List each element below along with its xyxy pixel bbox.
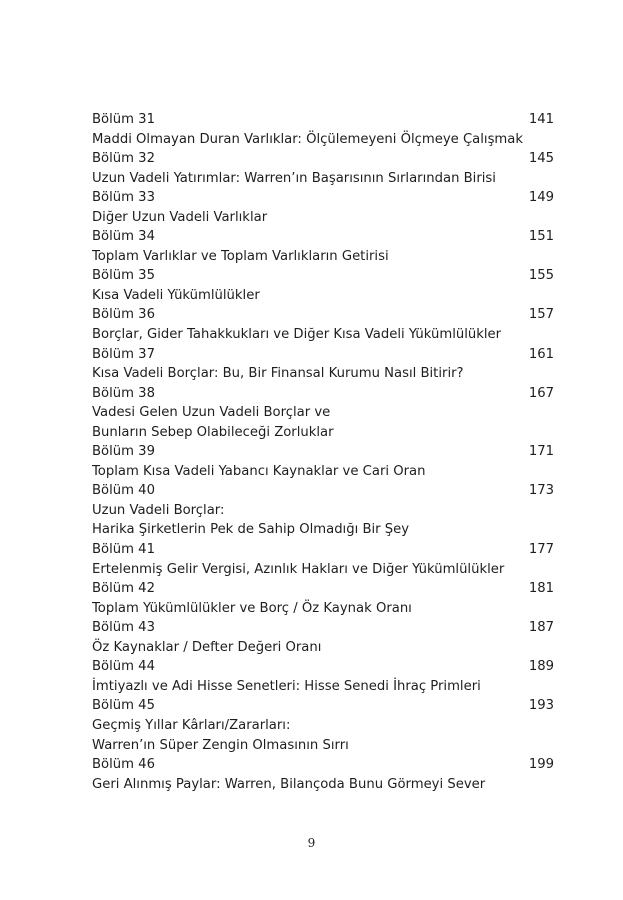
chapter-label: Bölüm 36	[92, 307, 155, 323]
chapter-page-number: 161	[528, 346, 554, 362]
toc-chapter-line	[92, 755, 554, 775]
chapter-label: Bölüm 33	[92, 190, 155, 206]
chapter-page-number: 171	[528, 444, 554, 460]
chapter-title-line: Uzun Vadeli Borçlar:	[92, 502, 225, 518]
chapter-title-line: Toplam Kısa Vadeli Yabancı Kaynaklar ve Cari Oran	[92, 463, 426, 479]
chapter-page-number: 155	[528, 268, 554, 284]
chapter-page-number: 145	[528, 151, 554, 167]
chapter-page-number: 141	[528, 112, 554, 127]
chapter-title-line: Warren’ın Süper Zengin Olmasının Sırrı	[92, 737, 349, 753]
chapter-label: Bölüm 38	[92, 385, 155, 401]
toc-chapter-line	[92, 657, 554, 677]
chapter-page-number: 151	[528, 229, 554, 245]
toc-chapter-line	[92, 618, 554, 638]
page-number: 9	[307, 836, 316, 850]
chapter-label: Bölüm 44	[92, 659, 155, 675]
toc-chapter-line	[92, 384, 554, 404]
chapter-title-line: Harika Şirketlerin Pek de Sahip Olmadığı Bir Şey	[92, 522, 410, 538]
chapter-page-number: 187	[528, 620, 554, 636]
toc-chapter-line	[92, 110, 554, 130]
chapter-label: Bölüm 35	[92, 268, 155, 284]
toc-chapter-line	[92, 345, 554, 365]
chapter-label: Bölüm 37	[92, 346, 155, 362]
toc-chapter-line	[92, 540, 554, 560]
chapter-title-line: Vadesi Gelen Uzun Vadeli Borçlar ve	[92, 405, 331, 421]
chapter-label: Bölüm 39	[92, 444, 155, 460]
toc-chapter-line	[92, 442, 554, 462]
toc-chapter-line	[92, 696, 554, 716]
chapter-label: Bölüm 45	[92, 698, 155, 714]
chapter-label: Bölüm 32	[92, 151, 155, 167]
toc-chapter-line	[92, 149, 554, 169]
chapter-page-number: 199	[528, 757, 554, 773]
chapter-page-number: 181	[528, 581, 554, 597]
chapter-label: Bölüm 31	[92, 112, 155, 127]
chapter-title-line: Borçlar, Gider Tahakkukları ve Diğer Kısa Vadeli Yükümlülükler	[92, 327, 502, 343]
chapter-title-line: Maddi Olmayan Duran Varlıklar: Ölçülemeyeni Ölçmeye Çalışmak	[92, 131, 524, 147]
chapter-label: Bölüm 40	[92, 483, 155, 499]
chapter-title-line: Uzun Vadeli Yatırımlar: Warren’ın Başarısının Sırlarından Birisi	[92, 170, 496, 186]
chapter-title-line: Ertelenmiş Gelir Vergisi, Azınlık Hakları ve Diğer Yükümlülükler	[92, 561, 505, 577]
chapter-page-number: 167	[528, 385, 554, 401]
chapter-label: Bölüm 43	[92, 620, 155, 636]
chapter-title-line: Toplam Varlıklar ve Toplam Varlıkların Getirisi	[92, 248, 389, 264]
table-of-contents	[92, 110, 554, 794]
chapter-page-number: 189	[528, 659, 554, 675]
chapter-label: Bölüm 42	[92, 581, 155, 597]
chapter-title-line: Kısa Vadeli Borçlar: Bu, Bir Finansal Kurumu Nasıl Bitirir?	[92, 366, 464, 382]
chapter-page-number: 157	[528, 307, 554, 323]
chapter-page-number: 193	[528, 698, 554, 714]
toc-chapter-line	[92, 266, 554, 286]
toc-chapter-line	[92, 227, 554, 247]
toc-chapter-line	[92, 305, 554, 325]
chapter-label: Bölüm 46	[92, 757, 155, 773]
chapter-title-line: Öz Kaynaklar / Defter Değeri Oranı	[92, 639, 322, 655]
chapter-title-line: İmtiyazlı ve Adi Hisse Senetleri: Hisse Senedi İhraç Primleri	[92, 678, 481, 694]
chapter-page-number: 177	[528, 542, 554, 558]
chapter-title-line: Diğer Uzun Vadeli Varlıklar	[92, 209, 268, 225]
chapter-title-line: Bunların Sebep Olabileceği Zorluklar	[92, 424, 334, 440]
chapter-page-number: 173	[528, 483, 554, 499]
chapter-title-line: Geri Alınmış Paylar: Warren, Bilançoda Bunu Görmeyi Sever	[92, 776, 486, 792]
toc-chapter-line	[92, 481, 554, 501]
chapter-title-line: Toplam Yükümlülükler ve Borç / Öz Kaynak Oranı	[92, 600, 412, 616]
chapter-title-line: Kısa Vadeli Yükümlülükler	[92, 287, 260, 303]
toc-chapter-line	[92, 579, 554, 599]
chapter-label: Bölüm 34	[92, 229, 155, 245]
chapter-title-line: Geçmiş Yıllar Kârları/Zararları:	[92, 717, 291, 733]
toc-chapter-line	[92, 188, 554, 208]
chapter-page-number: 149	[528, 190, 554, 206]
chapter-label: Bölüm 41	[92, 542, 155, 558]
